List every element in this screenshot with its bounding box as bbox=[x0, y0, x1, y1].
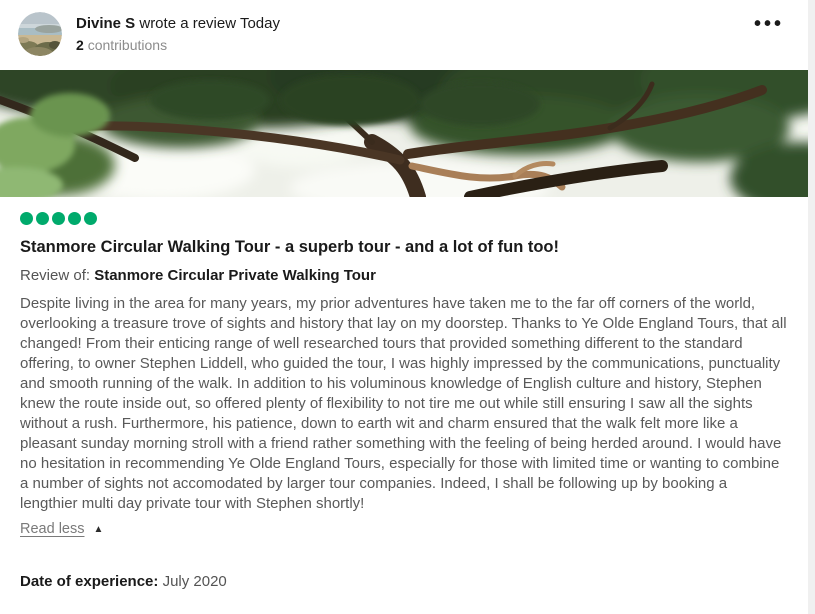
experience-date bbox=[20, 572, 788, 591]
rating-bubble bbox=[68, 212, 81, 225]
more-options-icon[interactable]: ••• bbox=[753, 13, 784, 35]
collapse-arrow-icon[interactable]: ▲ bbox=[93, 523, 104, 535]
tree-canopy-image bbox=[0, 70, 808, 197]
rating-bubble bbox=[84, 212, 97, 225]
experience-date-label: Date of experience: bbox=[20, 573, 159, 590]
avatar[interactable] bbox=[18, 12, 62, 56]
contributions-count: 2 bbox=[76, 37, 84, 53]
rating-bubble bbox=[52, 212, 65, 225]
rating-bubbles bbox=[20, 211, 788, 225]
reviewer-info bbox=[76, 12, 280, 54]
read-toggle bbox=[20, 520, 788, 539]
tour-name-link[interactable]: Stanmore Circular Private Walking Tour bbox=[94, 267, 376, 284]
review-title: Stanmore Circular Walking Tour - a superb tour - and a lot of fun too! bbox=[20, 238, 560, 256]
review-of-label: Review of: bbox=[20, 267, 91, 284]
contributions bbox=[76, 36, 280, 54]
review-action-text: wrote a review Today bbox=[139, 15, 280, 32]
reviewer-name[interactable]: Divine S bbox=[76, 15, 136, 32]
review-of-line bbox=[20, 266, 788, 285]
review-photo[interactable] bbox=[0, 70, 808, 197]
review-header bbox=[0, 0, 808, 70]
review-byline bbox=[76, 14, 280, 33]
review-body-text: Despite living in the area for many years, my prior adventures have taken me to the far off corners of the world, overlooking a treasure trove of sights and history that lay on my doorstep. Thanks to Ye Olde England Tours, that all changed! From their enticing range of well researched tours that provided something different to the standard offering, to owner Stephen Liddell, who guided the tour, I was highly impressed by the communications, punctuality and smooth running of the walk. In addition to his voluminous knowledge of English culture and history, Stephen knew the route inside out, so offered plenty of flexibility to not tire me out while still ensuring I saw all the sights without a rush. Furthermore, his patience, down to earth wit and charm ensured that the walk felt more like a pleasant sunday morning stroll with a friend rather something with the feeling of being herded around. I would have no hesitation in recommending Ye Olde England Tours, especially for those with limited time or wanting to combine a number of sights not accomodated by larger tour companies. Indeed, I shall be following up by booking a lengthier multi day private tour with Stephen shortly! bbox=[20, 295, 787, 512]
rating-bubble bbox=[20, 212, 33, 225]
review-content bbox=[0, 197, 808, 591]
rating-bubble bbox=[36, 212, 49, 225]
page-background-strip bbox=[808, 0, 815, 614]
contributions-label: contributions bbox=[87, 37, 168, 53]
avatar-landscape-image bbox=[18, 12, 62, 56]
read-less-link[interactable]: Read less bbox=[20, 521, 85, 537]
experience-date-value: July 2020 bbox=[162, 573, 227, 590]
